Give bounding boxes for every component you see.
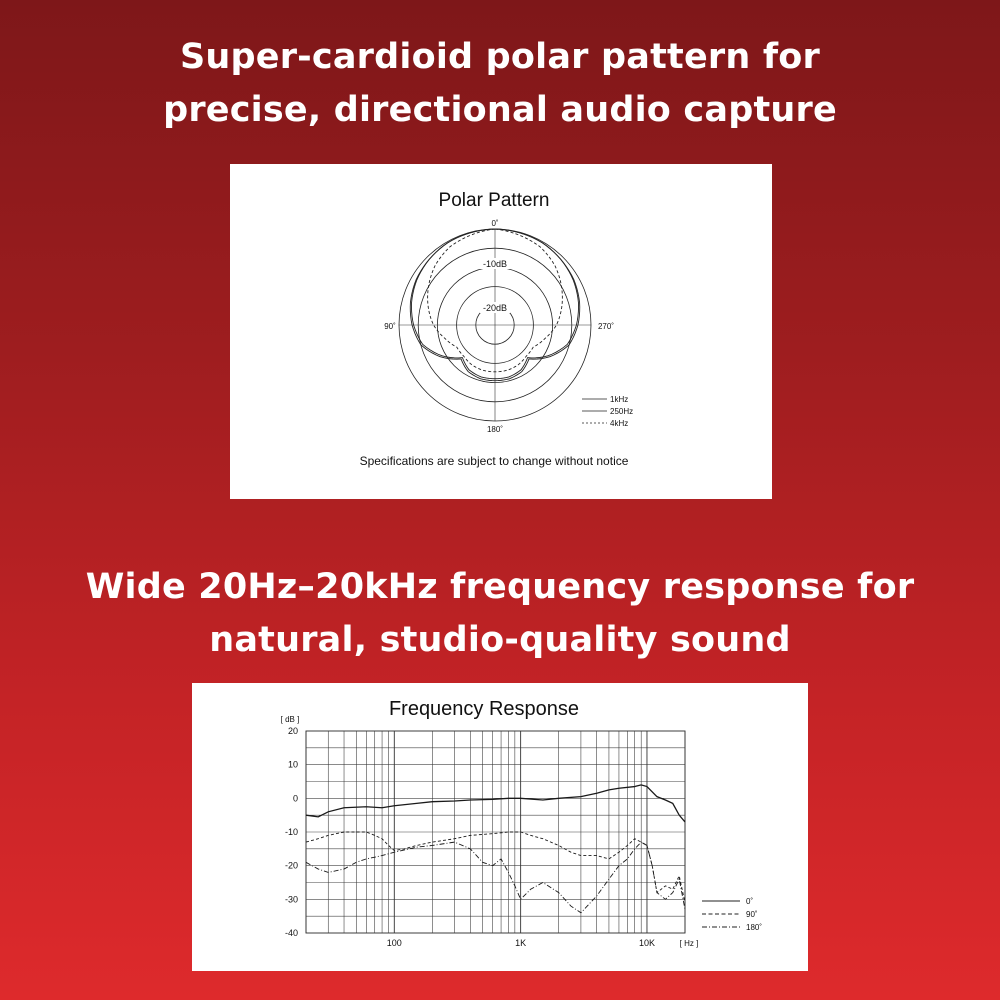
freq-x-unit: [ Hz ] <box>679 939 699 948</box>
angle-label-right: 270˚ <box>597 322 615 331</box>
freq-x-tick-10k: 10K <box>638 938 655 948</box>
ring-label-minus-20db: -20dB <box>482 303 508 313</box>
legend-label-0deg: 0˚ <box>746 897 754 906</box>
headline-frequency <box>0 561 1000 667</box>
freq-curve-90deg <box>306 832 685 903</box>
freq-x-tick-100: 100 <box>386 938 402 948</box>
polar-pattern-chart <box>230 164 772 499</box>
freq-curve-0deg <box>306 785 685 822</box>
headline-frequency-line-1: Wide 20Hz–20kHz frequency response for <box>85 567 915 607</box>
legend-label-1khz: 1kHz <box>610 395 629 404</box>
legend-label-250hz: 250Hz <box>610 407 634 416</box>
ring-label-minus-10db: -10dB <box>482 259 508 269</box>
legend-label-180deg: 180˚ <box>746 923 763 932</box>
freq-curve-180deg <box>306 842 685 913</box>
frequency-response-chart <box>192 683 808 971</box>
freq-y-unit: [ dB ] <box>280 715 300 724</box>
legend-label-90deg: 90˚ <box>746 910 758 919</box>
polar-legend <box>582 395 633 428</box>
freq-legend <box>702 897 762 932</box>
freq-y-tick-20: 20 <box>287 726 298 736</box>
freq-y-tick--20: -20 <box>284 860 298 871</box>
freq-x-tick-1k: 1K <box>515 938 527 948</box>
angle-label-left: 90˚ <box>384 322 396 331</box>
headline-polar-line-2: precise, directional audio capture <box>163 90 837 130</box>
angle-label-top: 0˚ <box>491 219 499 228</box>
freq-y-tick--40: -40 <box>284 928 298 938</box>
freq-y-tick-10: 10 <box>287 759 298 770</box>
legend-label-4khz: 4kHz <box>610 419 629 428</box>
polar-footnote: Specifications are subject to change without notice <box>359 454 629 468</box>
angle-label-bottom: 180˚ <box>486 425 504 434</box>
headline-frequency-line-2: natural, studio-quality sound <box>209 620 791 660</box>
polar-title: Polar Pattern <box>438 190 550 211</box>
polar-pattern-panel <box>230 164 772 499</box>
freq-y-tick--10: -10 <box>284 827 298 837</box>
freq-y-tick-0: 0 <box>292 793 298 804</box>
freq-title: Frequency Response <box>388 698 580 720</box>
headline-polar-line-1: Super-cardioid polar pattern for <box>180 37 820 77</box>
frequency-response-panel <box>192 683 808 971</box>
freq-y-tick--30: -30 <box>284 894 298 905</box>
headline-polar <box>0 31 1000 137</box>
